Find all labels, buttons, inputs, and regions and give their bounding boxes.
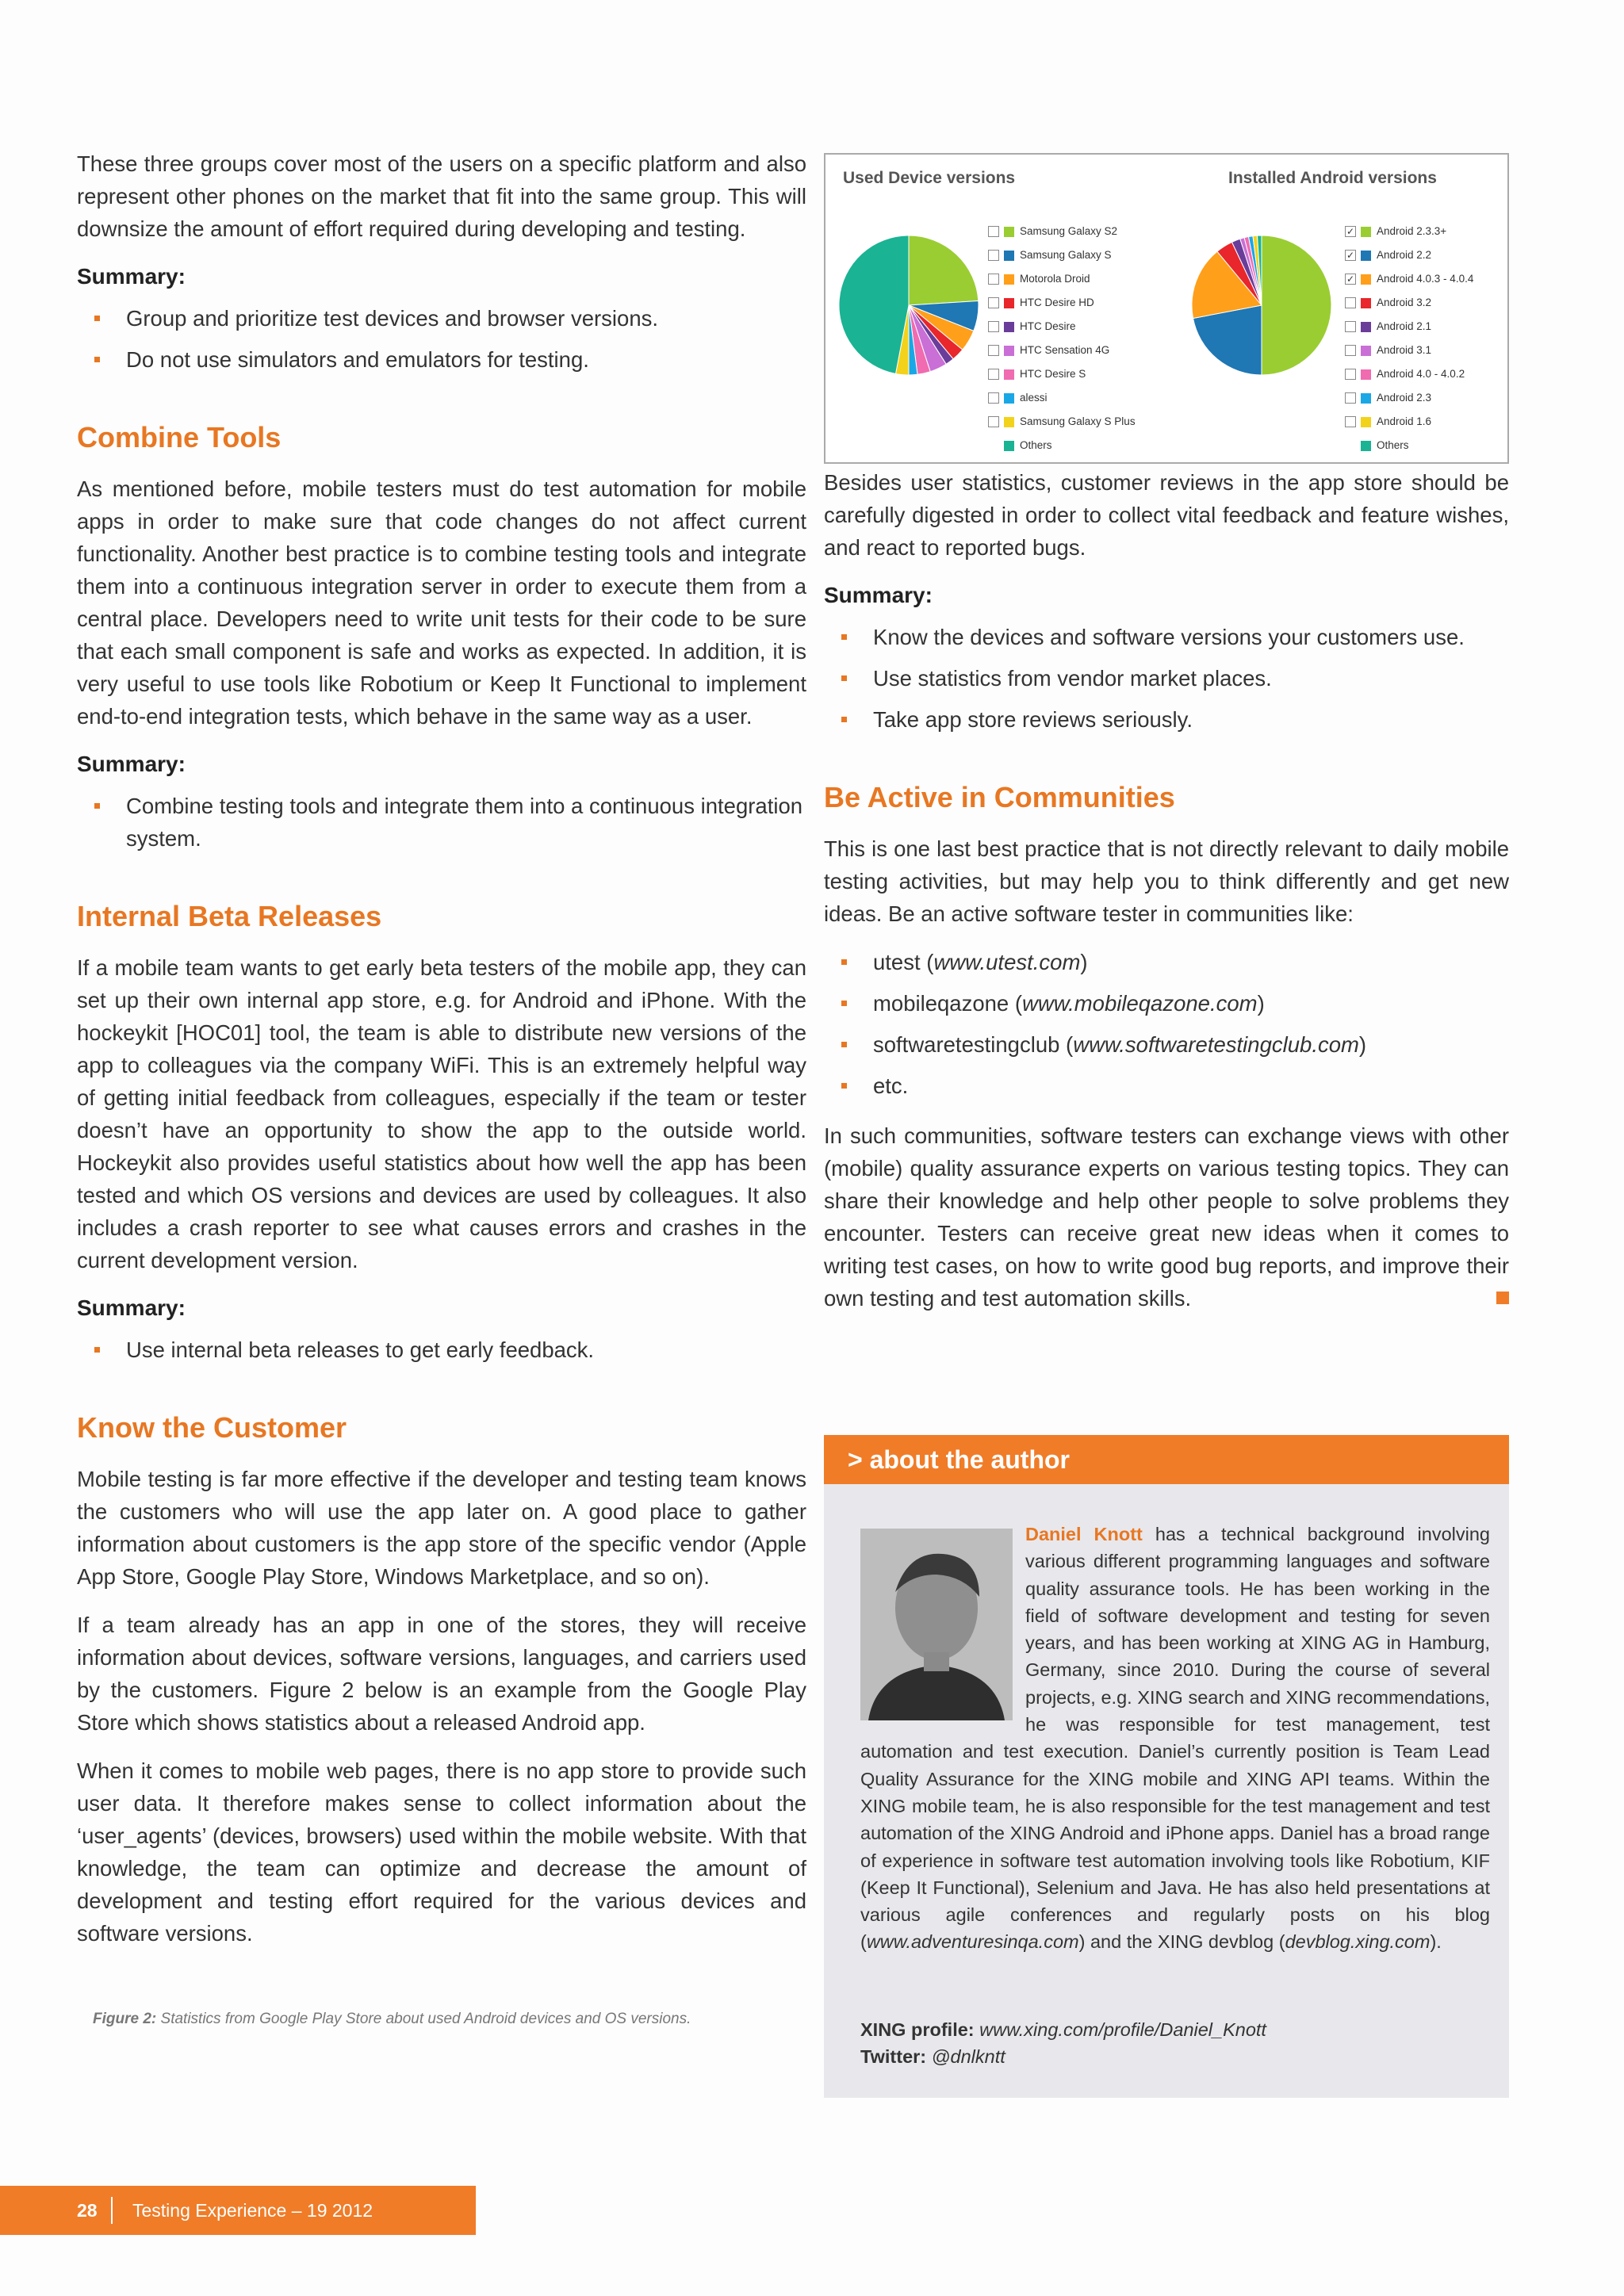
blog-link[interactable]: www.adventuresinqa.com — [866, 1931, 1079, 1953]
list-item: Group and prioritize test devices and browser versions. — [77, 302, 806, 335]
device-pie-chart — [833, 230, 984, 381]
legend-label: Android 4.0.3 - 4.0.4 — [1377, 273, 1474, 285]
reviews-paragraph: Besides user statistics, customer reviews in the app store should be carefully digested in order to collect vital feedback and feature wishes, and react to reported bugs. — [824, 470, 1509, 560]
legend-swatch — [1361, 346, 1371, 356]
summary-list — [77, 790, 806, 855]
checkbox-icon[interactable] — [988, 321, 999, 332]
legend-item[interactable] — [988, 267, 1136, 291]
checkbox-icon[interactable] — [988, 274, 999, 285]
page-footer — [0, 2186, 476, 2235]
bio-text: ) and the XING devblog ( — [1078, 1931, 1285, 1953]
customer-paragraph-2: If a team already has an app in one of the stores, they will receive information about devices, software versions, languages, and carriers used by the customers. Figure 2 below is an example from the Google Play Store which shows statistics about a released Android app. — [77, 1613, 806, 1735]
checkbox-icon[interactable] — [988, 369, 999, 380]
legend-item[interactable] — [988, 291, 1136, 315]
community-name: utest — [873, 950, 921, 974]
legend-swatch — [1361, 322, 1371, 332]
pie-slice — [1262, 235, 1331, 375]
legend-item[interactable] — [1345, 243, 1473, 267]
outro-text: In such communities, software testers can exchange views with other (mobile) quality assurance experts on various testing topics. They can share their knowledge and help other people to solve problems they encounter. Testers can receive great new ideas when it comes to writing test cases, on how to write good bug reports, and improve their own testing and test automation skills. — [824, 1123, 1509, 1311]
checkbox-icon[interactable] — [1345, 416, 1356, 427]
legend-label: HTC Desire — [1020, 320, 1076, 332]
caption-label: Figure 2: — [93, 2011, 157, 2027]
checkbox-icon[interactable]: ✓ — [1346, 250, 1355, 262]
twitter-label: Twitter: — [860, 2046, 927, 2067]
legend-swatch — [1361, 393, 1371, 404]
legend-item[interactable] — [988, 315, 1136, 339]
legend-item[interactable] — [1345, 315, 1473, 339]
legend-swatch — [1004, 417, 1014, 427]
devblog-link[interactable]: devblog.xing.com — [1285, 1931, 1431, 1953]
beta-paragraph: If a mobile team wants to get early beta testers of the mobile app, they can set up their own internal app store, e.g. for Android and iPhone. With the hockeykit [HOC01] tool, the team is able to distribute new versions of the app to colleagues via the company WiFi. This is an extremely helpful way of getting initial feedback from colleagues, especially if the team or tester doesn’t have an opportunity to show the app to the outside world. Hockeykit also provides useful statistics about how well the app has been tested and which OS versions and devices are used by colleagues. It also includes a crash reporter to see what causes errors and crashes in the current development version. — [77, 955, 806, 1272]
section-heading-know-customer: Know the Customer — [77, 1411, 347, 1444]
pie-slice — [839, 235, 909, 373]
chart-title-android: Installed Android versions — [1228, 169, 1437, 187]
summary-list — [824, 621, 1509, 736]
xing-profile-link[interactable]: www.xing.com/profile/Daniel_Knott — [979, 2019, 1266, 2040]
checkbox-icon[interactable]: ✓ — [1346, 274, 1355, 285]
checkbox-icon[interactable] — [988, 345, 999, 356]
legend-swatch — [1004, 298, 1014, 308]
author-links — [860, 2016, 1266, 2070]
list-item: Combine testing tools and integrate them into a continuous integration system. — [77, 790, 806, 855]
checkbox-icon[interactable] — [988, 416, 999, 427]
legend-swatch — [1004, 441, 1014, 451]
community-name: softwaretestingclub — [873, 1032, 1060, 1057]
legend-item[interactable] — [988, 362, 1136, 386]
legend-item[interactable] — [1345, 362, 1473, 386]
section-heading-internal-beta: Internal Beta Releases — [77, 900, 382, 932]
legend-swatch — [1004, 393, 1014, 404]
legend-item[interactable] — [1345, 339, 1473, 362]
twitter-link[interactable]: @dnlkntt — [931, 2046, 1005, 2067]
legend-label: HTC Desire S — [1020, 368, 1086, 380]
list-item: utest (www.utest.com) — [824, 946, 1509, 978]
legend-item[interactable] — [988, 339, 1136, 362]
checkbox-icon[interactable] — [988, 250, 999, 261]
legend-item[interactable] — [1345, 386, 1473, 410]
checkbox-icon[interactable] — [1345, 369, 1356, 380]
pie-slice — [909, 235, 979, 305]
intro-paragraph: These three groups cover most of the users on a specific platform and also represent other phones on the market that fit into the same group. This will downsize the amount of effort required during developing and testing. — [77, 151, 806, 241]
legend-label: Motorola Droid — [1020, 273, 1090, 285]
legend-item[interactable] — [1345, 267, 1473, 291]
section-heading-communities: Be Active in Communities — [824, 781, 1175, 813]
statistics-figure — [824, 153, 1509, 464]
device-legend — [988, 220, 1136, 457]
list-item: etc. — [824, 1070, 1509, 1102]
legend-swatch — [1361, 441, 1371, 451]
legend-swatch — [1361, 227, 1371, 237]
list-item: Use statistics from vendor market places. — [824, 662, 1509, 695]
summary-heading: Summary: — [824, 583, 933, 607]
summary-heading: Summary: — [77, 752, 186, 776]
combine-paragraph: As mentioned before, mobile testers must do test automation for mobile apps in order to make sure that code changes do not affect current functionality. Another best practice is to combine testing tools and integrate them into a continuous integration server in order to execute them from a central place. Developers need to write unit tests for their code to be sure that each small component is safe and works as expected. In addition, it is very useful to use tools like Robotium or Keep It Functional to implement end-to-end integration tests, which behave in the same way as a user. — [77, 476, 806, 729]
legend-item[interactable] — [1345, 434, 1473, 457]
legend-label: Android 3.2 — [1377, 297, 1432, 308]
legend-label: Samsung Galaxy S — [1020, 249, 1112, 261]
android-legend — [1345, 220, 1473, 457]
legend-item[interactable] — [1345, 410, 1473, 434]
legend-swatch — [1361, 417, 1371, 427]
chart-title-devices: Used Device versions — [843, 169, 1016, 187]
list-item: Know the devices and software versions your customers use. — [824, 621, 1509, 653]
page-number: 28 — [77, 2200, 98, 2221]
checkbox-icon[interactable] — [1345, 345, 1356, 356]
legend-item[interactable] — [988, 243, 1136, 267]
legend-item[interactable] — [988, 410, 1136, 434]
legend-label: Others — [1377, 439, 1409, 451]
summary-list — [77, 1334, 806, 1366]
legend-label: Others — [1020, 439, 1052, 451]
checkbox-icon[interactable] — [988, 226, 999, 237]
list-item: mobileqazone (www.mobileqazone.com) — [824, 987, 1509, 1020]
communities-list — [824, 946, 1509, 1102]
checkbox-icon[interactable] — [988, 297, 999, 308]
legend-label: Android 3.1 — [1377, 344, 1432, 356]
figure-caption — [93, 2011, 691, 2028]
legend-swatch — [1004, 322, 1014, 332]
legend-label: Samsung Galaxy S2 — [1020, 225, 1118, 237]
legend-label: Android 2.2 — [1377, 249, 1432, 261]
legend-item[interactable] — [988, 220, 1136, 243]
legend-item[interactable] — [988, 386, 1136, 410]
left-column — [77, 147, 806, 1965]
legend-item[interactable] — [1345, 291, 1473, 315]
checkbox-icon[interactable] — [1345, 321, 1356, 332]
legend-label: Android 4.0 - 4.0.2 — [1377, 368, 1465, 380]
legend-item[interactable] — [988, 434, 1136, 457]
legend-swatch — [1361, 369, 1371, 380]
publication-name: Testing Experience – 19 2012 — [132, 2200, 373, 2221]
list-item: Use internal beta releases to get early feedback. — [77, 1334, 806, 1366]
bio-text: has a technical background involving various different programming languages and software quality assurance tools. He has been working in the field of software development and testing for seven years, and has been working at XING AG in Hamburg, Germany, since 2010. During the course of several projects, e.g. XING search and XING recommendations, he was responsible for test management, test automation and test execution. Daniel’s currently position is Team Lead Quality Assurance for the XING mobile and XING API teams. Within the XING mobile team, he is also responsible for the test management and test automation of the XING Android and iPhone apps. Daniel has a broad range of experience in software test automation involving tools like Robotium, KIF (Keep It Functional), Selenium and Java. He has also held presentations at various agile conferences and regularly posts on his blog ( — [860, 1524, 1490, 1953]
list-item: Do not use simulators and emulators for testing. — [77, 343, 806, 376]
legend-label: Samsung Galaxy S Plus — [1020, 415, 1136, 427]
list-item: Take app store reviews seriously. — [824, 703, 1509, 736]
list-item: softwaretestingclub (www.softwaretestingclub.com) — [824, 1028, 1509, 1061]
legend-label: Android 2.3 — [1377, 392, 1432, 404]
legend-label: Android 2.3.3+ — [1377, 225, 1447, 237]
caption-text: Statistics from Google Play Store about used Android devices and OS versions. — [160, 2011, 691, 2027]
customer-paragraph-3: When it comes to mobile web pages, there is no app store to provide such user data. It therefore makes sense to collect information about the ‘user_agents’ (devices, browsers) used within the mobile website. With that knowledge, the team can optimize and decrease the amount of development and testing effort required for the various devices and software versions. — [77, 1758, 806, 1946]
legend-label: HTC Sensation 4G — [1020, 344, 1110, 356]
author-header: > about the author — [824, 1435, 1509, 1484]
legend-swatch — [1004, 346, 1014, 356]
customer-paragraph-1: Mobile testing is far more effective if the developer and testing team knows the customers who will use the app later on. A good place to gather information about customers is the app store of the specific vendor (Apple App Store, Google Play Store, Windows Marketplace, and so on). — [77, 1467, 806, 1589]
legend-swatch — [1004, 274, 1014, 285]
legend-label: Android 2.1 — [1377, 320, 1432, 332]
community-name: mobileqazone — [873, 991, 1009, 1016]
summary-heading: Summary: — [77, 264, 186, 289]
about-author-box — [824, 1435, 1509, 2098]
community-link[interactable]: www.softwaretestingclub.com — [1073, 1032, 1359, 1057]
checkbox-icon[interactable] — [988, 392, 999, 404]
checkbox-icon[interactable]: ✓ — [1346, 226, 1355, 238]
communities-outro — [824, 1119, 1509, 1314]
legend-swatch — [1361, 298, 1371, 308]
checkbox-icon[interactable] — [1345, 297, 1356, 308]
communities-intro: This is one last best practice that is not directly relevant to daily mobile testing activities, but may help you to think differently and get new ideas. Be an active software tester in communities like: — [824, 836, 1509, 926]
community-link[interactable]: www.utest.com — [933, 950, 1081, 974]
legend-item[interactable] — [1345, 220, 1473, 243]
bio-text: ). — [1430, 1931, 1442, 1953]
checkbox-icon[interactable] — [1345, 392, 1356, 404]
summary-heading: Summary: — [77, 1295, 186, 1320]
author-bio — [860, 1521, 1490, 1956]
legend-swatch — [1004, 369, 1014, 380]
author-name: Daniel Knott — [1025, 1524, 1143, 1544]
legend-swatch — [1361, 274, 1371, 285]
legend-label: HTC Desire HD — [1020, 297, 1094, 308]
summary-list — [77, 302, 806, 376]
legend-swatch — [1361, 251, 1371, 261]
legend-swatch — [1004, 251, 1014, 261]
xing-label: XING profile: — [860, 2019, 975, 2040]
section-heading-combine-tools: Combine Tools — [77, 421, 282, 453]
community-link[interactable]: www.mobileqazone.com — [1022, 991, 1258, 1016]
legend-label: Android 1.6 — [1377, 415, 1432, 427]
end-mark-icon — [1496, 1292, 1509, 1304]
android-pie-chart — [1186, 230, 1337, 381]
legend-swatch — [1004, 227, 1014, 237]
right-column — [824, 466, 1509, 1330]
footer-divider — [111, 2197, 113, 2224]
legend-label: alessi — [1020, 392, 1048, 404]
